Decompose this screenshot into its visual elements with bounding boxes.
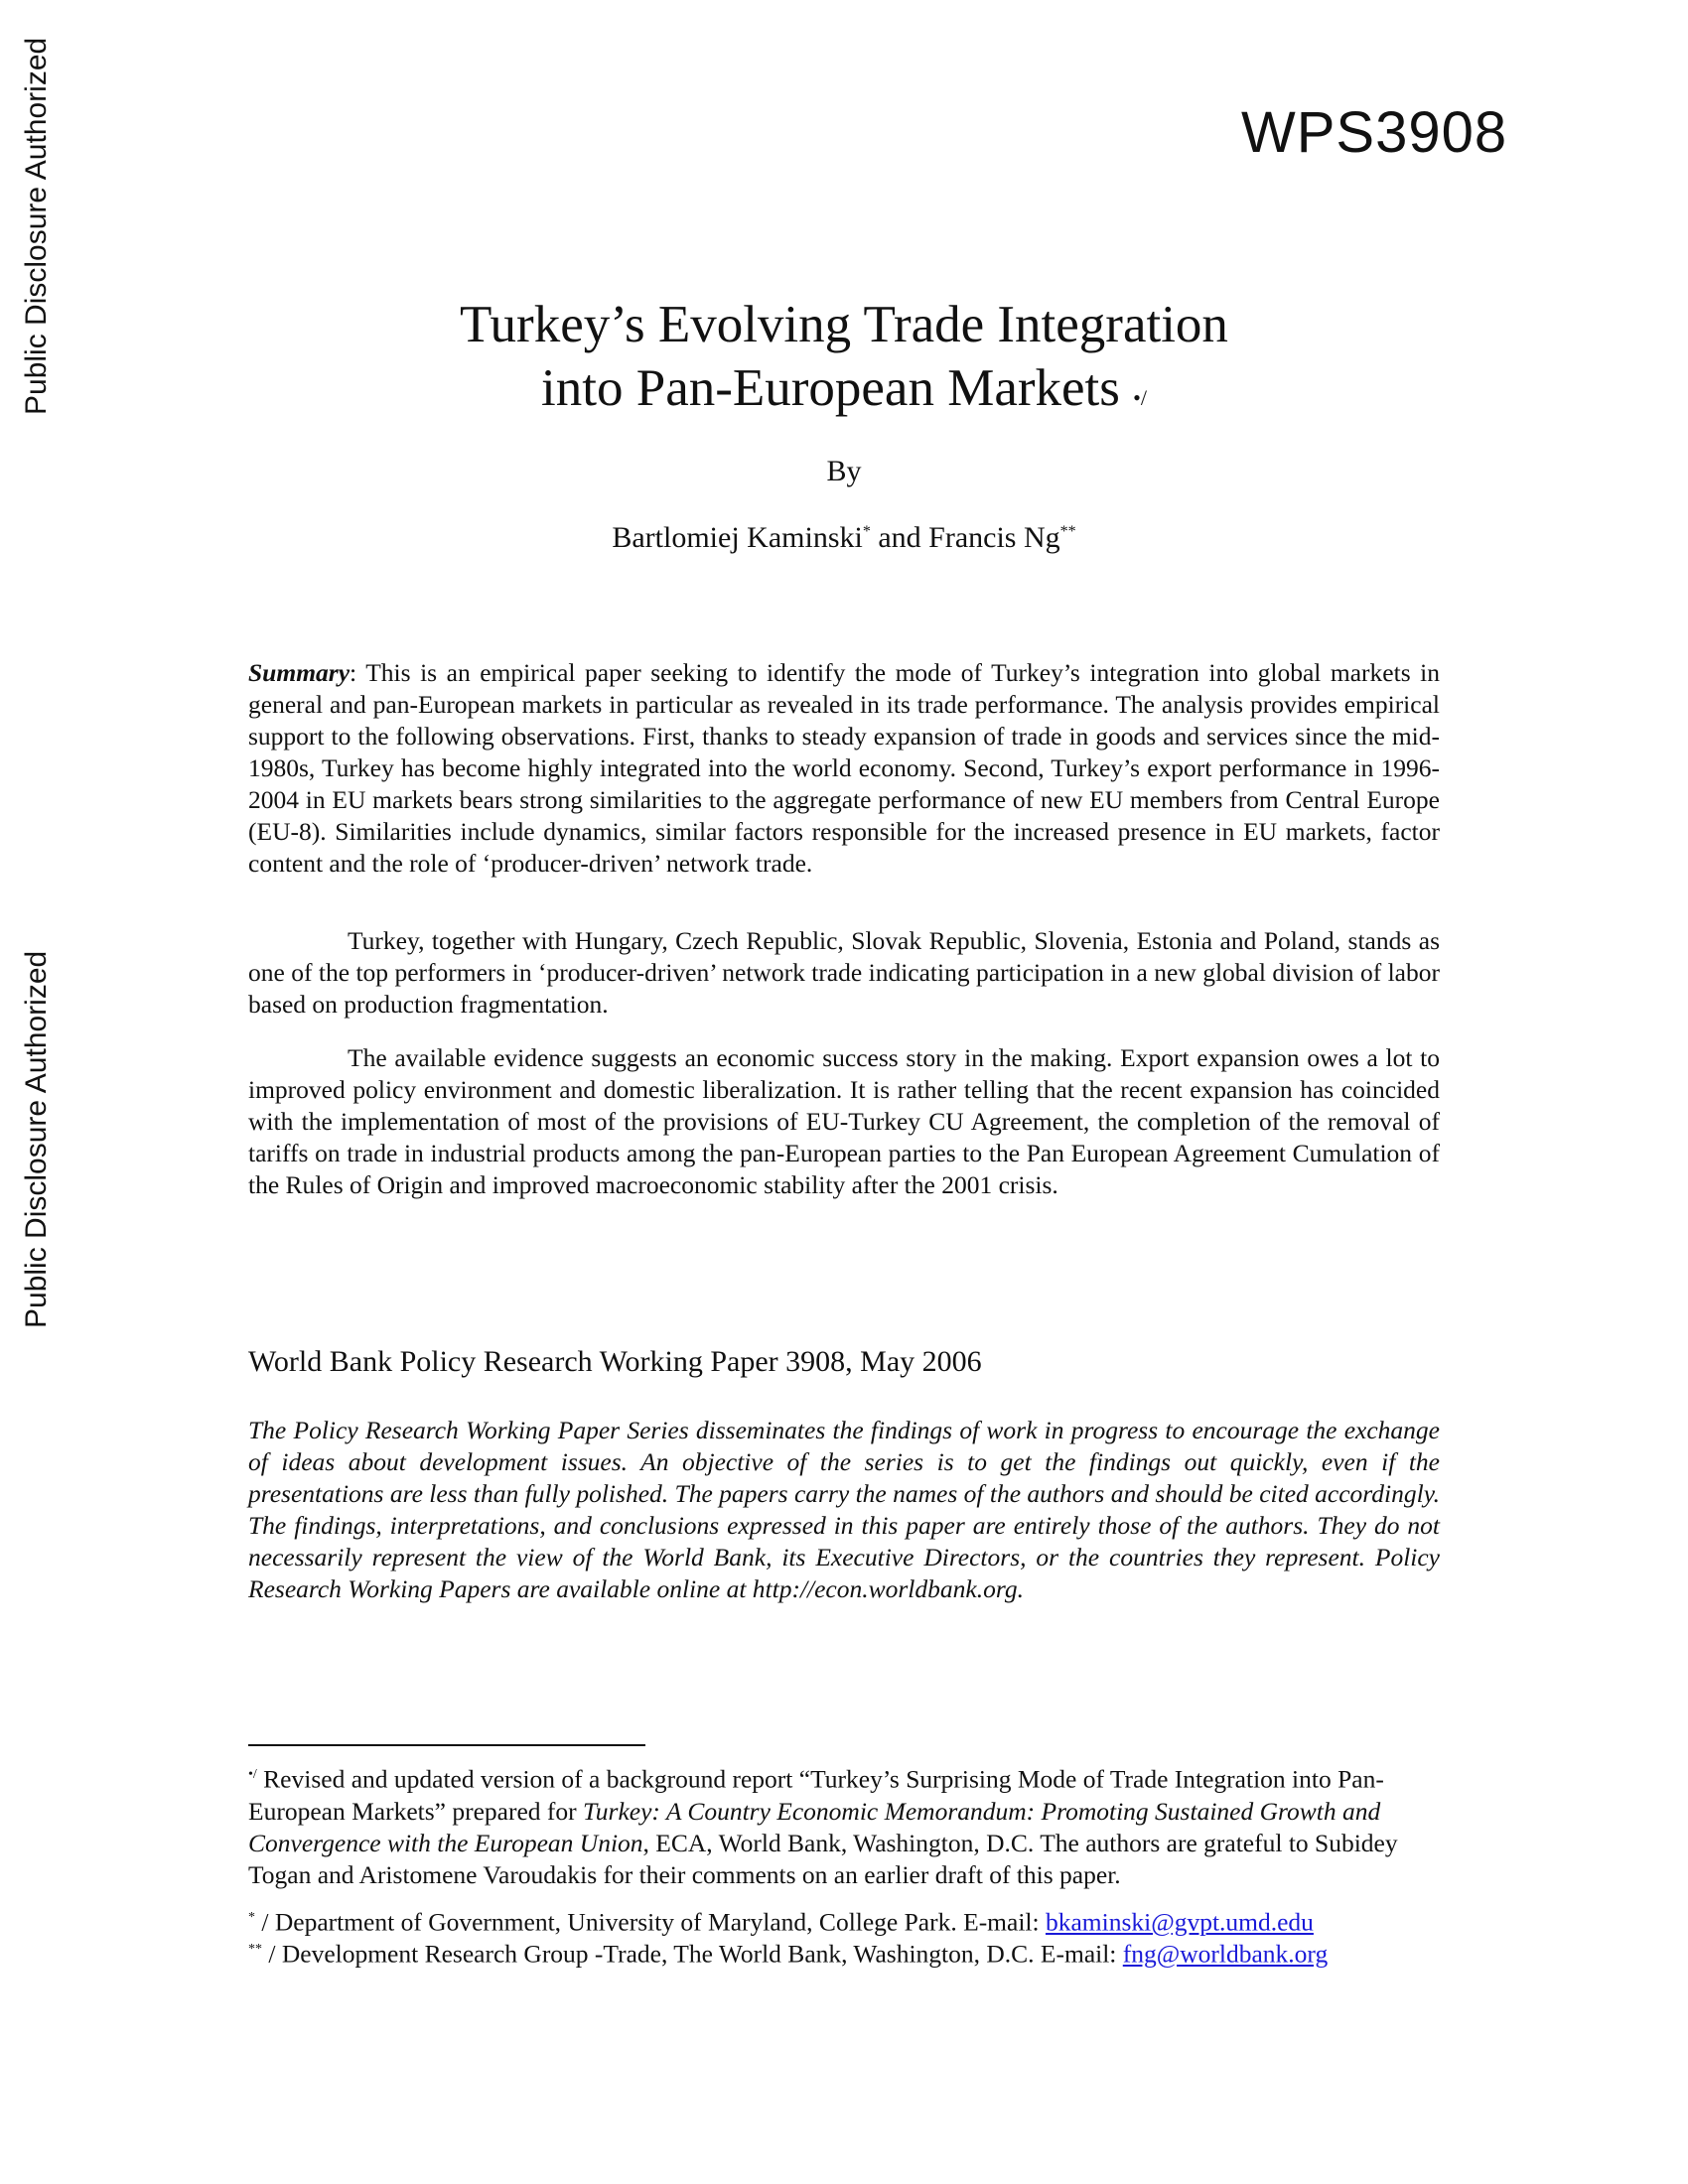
footnote-3-mark: ** xyxy=(248,1942,262,1957)
title-line-2 xyxy=(248,356,1440,420)
footnote-2-text: / Department of Government, University of Maryland, College Park. E-mail: xyxy=(255,1907,1046,1937)
by-label: By xyxy=(826,455,862,487)
author-2: Francis Ng xyxy=(928,521,1060,554)
working-paper-title: World Bank Policy Research Working Paper 3908, May 2006 xyxy=(248,1345,982,1378)
footnote-divider xyxy=(248,1744,645,1746)
footnote-1-text-a: Revised and updated version of a background report “Turkey’s Surprising Mode of Trade Integration into Pan-European Markets” prepared for xyxy=(248,1764,1384,1826)
footnote-2-mark: * xyxy=(248,1910,255,1925)
summary-paragraph-2: Turkey, together with Hungary, Czech Republic, Slovak Republic, Slovenia, Estonia and Poland, stands as one of the top performers in ‘producer-driven’ network trade indicating participation in a new global division of labor based on production fragmentation. xyxy=(248,926,1440,1019)
footnote-3-text: / Development Research Group -Trade, The World Bank, Washington, D.C. E-mail: xyxy=(262,1939,1123,1969)
title-line-2-text: into Pan-European Markets xyxy=(541,359,1120,417)
summary-label: Summary xyxy=(248,658,351,687)
title-line-1: Turkey’s Evolving Trade Integration xyxy=(460,296,1228,353)
author-1: Bartlomiej Kaminski xyxy=(612,521,863,554)
footnote-1-mark: •/ xyxy=(248,1767,257,1782)
paper-title xyxy=(248,293,1440,420)
title-footnote-marker: •/ xyxy=(1133,385,1147,410)
footnote-1-text-b: , ECA, World Bank, Washington, D.C. The authors are grateful to Subidey Togan and Aristomene Varoudakis for their comments on an earlier draft of this paper. xyxy=(248,1828,1398,1889)
footnote-1-italic: Turkey: A Country Economic Memorandum: Promoting Sustained Growth and Convergence with the European Union xyxy=(248,1796,1381,1857)
author-2-mark: ** xyxy=(1059,523,1076,540)
summary-text: : This is an empirical paper seeking to identify the mode of Turkey’s integration into global markets in general and pan-European markets in particular as revealed in its trade performance. The analysis provides empirical support to the following observations. First, thanks to steady expansion of trade in goods and services since the mid-1980s, Turkey has become highly integrated into the world economy. Second, Turkey’s export performance in 1996-2004 in EU markets bears strong similarities to the aggregate performance of new EU members from Central Europe (EU-8). Similarities include dynamics, similar factors responsible for the increased presence in EU markets, factor content and the role of ‘producer-driven’ network trade. xyxy=(248,658,1440,878)
footnote-1 xyxy=(248,1759,1440,1891)
disclosure-label-top: Public Disclosure Authorized xyxy=(20,37,53,415)
email-link-kaminski[interactable]: bkaminski@gvpt.umd.edu xyxy=(1045,1907,1314,1937)
email-link-ng[interactable]: fng@worldbank.org xyxy=(1122,1939,1329,1969)
author-connector: and xyxy=(870,521,929,554)
summary-paragraph-3: The available evidence suggests an economic success story in the making. Export expansion owes a lot to improved policy environment and domestic liberalization. It is rather telling that the recent expansion has coincided with the implementation of most of the provisions of EU-Turkey CU Agreement, the completion of the removal of tariffs on trade in industrial products among the pan-European parties to the Pan European Agreement Cumulation of the Rules of Origin and improved macroeconomic stability after the 2001 crisis. xyxy=(248,1043,1440,1199)
author-1-mark: * xyxy=(862,523,871,540)
disclosure-label-bottom: Public Disclosure Authorized xyxy=(20,950,53,1328)
author-line xyxy=(248,521,1440,555)
document-number: WPS3908 xyxy=(1241,100,1508,165)
summary-paragraph xyxy=(248,657,1440,880)
series-disclaimer: The Policy Research Working Paper Series disseminates the findings of work in progress to encourage the exchange of ideas about development issues. An objective of the series is to get the findings out quickly, even if the presentations are less than fully polished. The papers carry the names of the authors and should be cited accordingly. The findings, interpretations, and conclusions expressed in this paper are entirely those of the authors. They do not necessarily represent the view of the World Bank, its Executive Directors, or the countries they represent. Policy Research Working Papers are available online at http://econ.worldbank.org. xyxy=(248,1416,1440,1603)
footnote-3 xyxy=(248,1934,1440,1971)
